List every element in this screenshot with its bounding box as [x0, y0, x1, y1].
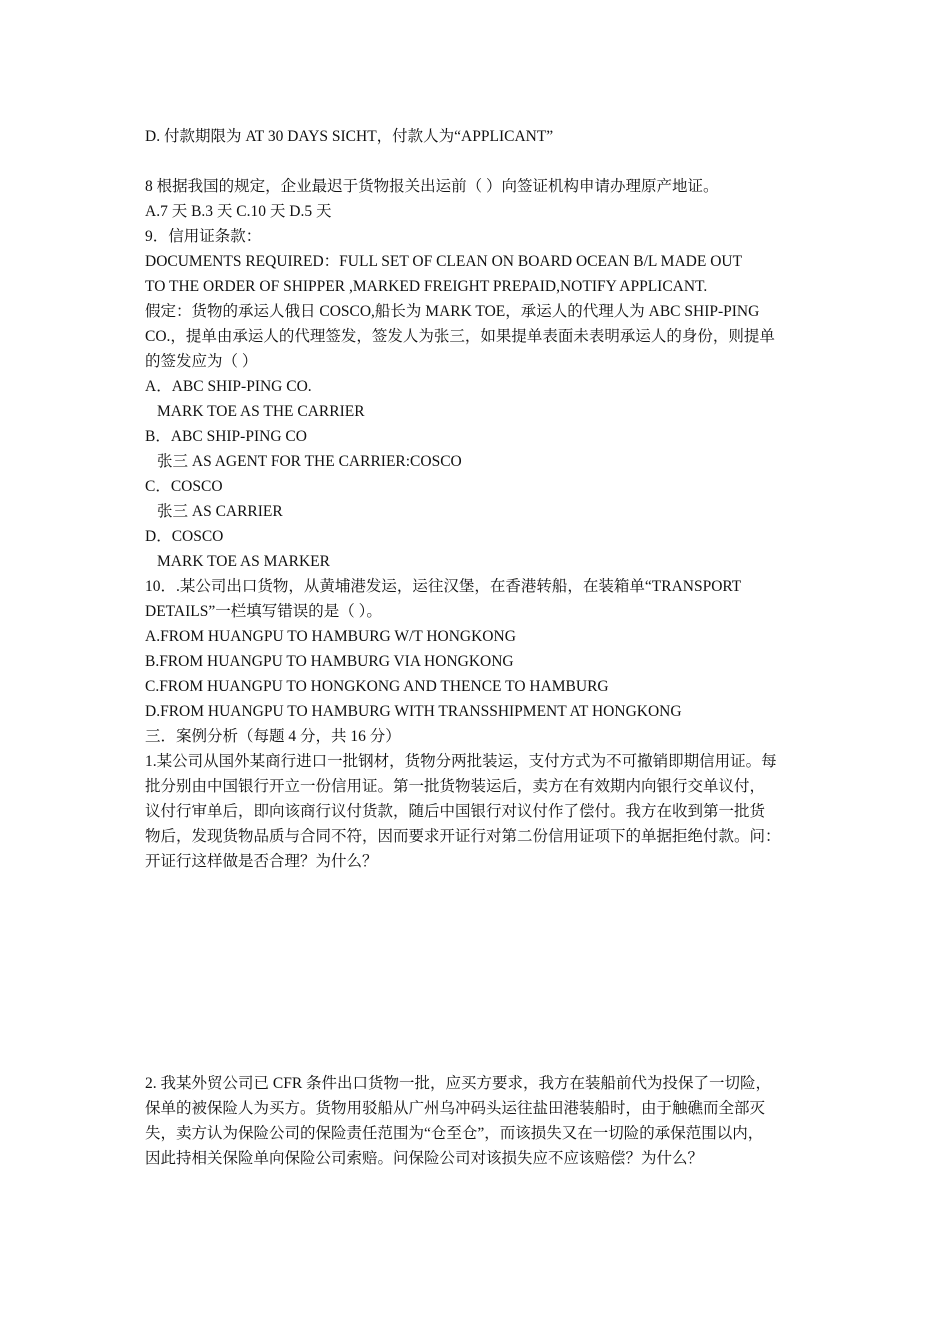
q8-question: 8 根据我国的规定，企业最迟于货物报关出运前（ ）向签证机构申请办理原产地证。: [145, 178, 719, 195]
q9-clause-line: TO THE ORDER OF SHIPPER ,MARKED FREIGHT PREPAID,NOTIFY APPLICANT.: [145, 278, 708, 295]
q10-option-b: B.FROM HUANGPU TO HAMBURG VIA HONGKONG: [145, 653, 514, 670]
case2-line: 失，卖方认为保险公司的保险责任范围为“仓至仓”，而该损失又在一切险的承保范围以内，: [145, 1125, 764, 1142]
q9-assumption-line: 假定：货物的承运人俄日 COSCO,船长为 MARK TOE，承运人的代理人为 ABC SHIP-PING: [145, 303, 760, 320]
q9-option-d: D．COSCO: [145, 528, 224, 545]
q9-option-a: A．ABC SHIP-PING CO.: [145, 378, 312, 395]
case1-line: 1.某公司从国外某商行进口一批钢材，货物分两批装运，支付方式为不可撤销即期信用证。每: [145, 753, 777, 770]
section-title: 三．案例分析（每题 4 分，共 16 分）: [145, 728, 401, 745]
q9-option-b: B．ABC SHIP-PING CO: [145, 428, 307, 445]
case1-line: 开证行这样做是否合理？为什么？: [145, 853, 378, 870]
q10-question: 10．.某公司出口货物，从黄埔港发运，运往汉堡，在香港转船，在装箱单“TRANSPORT: [145, 578, 742, 595]
q8-options: A.7 天 B.3 天 C.10 天 D.5 天: [145, 203, 332, 220]
case2-line: 2. 我某外贸公司已 CFR 条件出口货物一批，应买方要求，我方在装船前代为投保了一切险，: [145, 1075, 772, 1092]
case2-line: 保单的被保险人为买方。货物用驳船从广州乌冲码头运往盐田港装船时，由于触礁而全部灭: [145, 1100, 766, 1117]
q9-option-d-detail: MARK TOE AS MARKER: [157, 553, 330, 570]
q7-option-d: D. 付款期限为 AT 30 DAYS SICHT，付款人为“APPLICANT”: [145, 128, 554, 145]
q9-assumption-line: 的签发应为（ ）: [145, 353, 258, 370]
q9-option-c: C．COSCO: [145, 478, 223, 495]
q9-clause-line: DOCUMENTS REQUIRED：FULL SET OF CLEAN ON BOARD OCEAN B/L MADE OUT: [145, 253, 743, 270]
q9-assumption-line: CO.，提单由承运人的代理签发，签发人为张三，如果提单表面未表明承运人的身份，则提单: [145, 328, 775, 345]
case1-line: 批分别由中国银行开立一份信用证。第一批货物装运后，卖方在有效期内向银行交单议付，: [145, 778, 766, 795]
q10-option-a: A.FROM HUANGPU TO HAMBURG W/T HONGKONG: [145, 628, 516, 645]
q9-option-a-detail: MARK TOE AS THE CARRIER: [157, 403, 365, 420]
case1-line: 物后，发现货物品质与合同不符，因而要求开证行对第二份信用证项下的单据拒绝付款。问：: [145, 828, 781, 845]
q10-option-c: C.FROM HUANGPU TO HONGKONG AND THENCE TO HAMBURG: [145, 678, 609, 695]
q9-option-b-detail: 张三 AS AGENT FOR THE CARRIER:COSCO: [157, 453, 462, 470]
case2-line: 因此持相关保险单向保险公司索赔。问保险公司对该损失应不应该赔偿？为什么？: [145, 1150, 704, 1167]
q9-title: 9．信用证条款：: [145, 228, 262, 245]
q10-option-d: D.FROM HUANGPU TO HAMBURG WITH TRANSSHIPMENT AT HONGKONG: [145, 703, 682, 720]
q10-question: DETAILS”一栏填写错误的是（ ）。: [145, 603, 382, 620]
q9-option-c-detail: 张三 AS CARRIER: [157, 503, 283, 520]
case1-line: 议付行审单后，即向该商行议付货款，随后中国银行对议付作了偿付。我方在收到第一批货: [145, 803, 766, 820]
